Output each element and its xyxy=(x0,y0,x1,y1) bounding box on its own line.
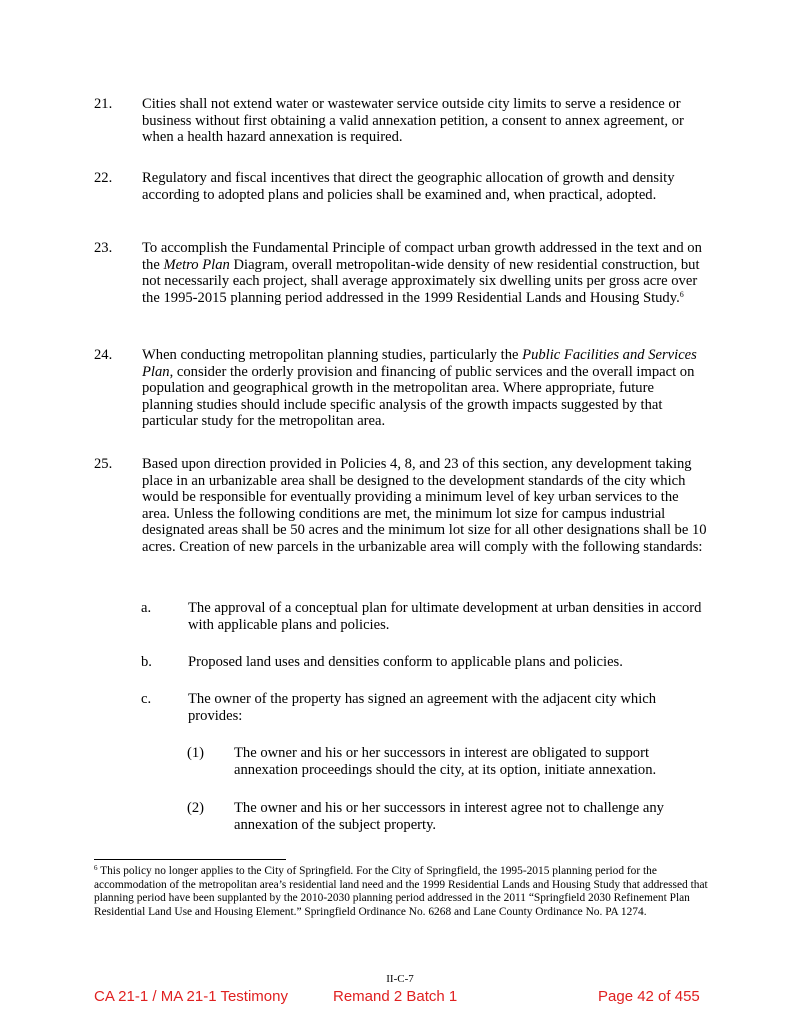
subitem-a xyxy=(141,600,708,633)
policy-number: 22. xyxy=(94,170,113,186)
policy-number: 24. xyxy=(94,347,113,363)
footnote-text: This policy no longer applies to the City of Springfield. For the City of Springfield, the 1995-2015 planning period for the accommodation of the metropolitan area’s residential land need and the 1999 Residential Lands and Housing Study that addressed that planning period have been supplanted by the 2010-2030 planning period addressed in the 2011 “Springfield 2030 Refinement Plan Residential Land Use and Housing Element.” Springfield Ordinance No. 6268 and Lane County Ordinance No. PA 1274. xyxy=(94,865,708,918)
subitem-label: a. xyxy=(141,600,152,616)
policy-text: Based upon direction provided in Policies 4, 8, and 23 of this section, any development taking place in an urbanizable area shall be designed to the development standards of the city which would be responsible for eventually providing a minimum level of key urban services to the area. Unless the following conditions are met, the minimum lot size for campus industrial designated areas shall be 50 acres and the minimum lot size for all other designations shall be 10 acres. Creation of new parcels in the urbanizable area will comply with the following standards: xyxy=(142,456,707,555)
subitem-text: Proposed land uses and densities conform to applicable plans and policies. xyxy=(188,654,623,670)
subsubitem-label: (2) xyxy=(187,800,205,816)
footnote xyxy=(94,865,708,919)
policy-21 xyxy=(94,96,708,146)
public-facilities-plan-title: Public Facilities and Services Plan xyxy=(142,347,697,380)
policy-text xyxy=(142,240,708,306)
subsubitem-text: The owner and his or her successors in interest agree not to challenge any annexation of the subject property. xyxy=(234,800,664,833)
policy-text: Cities shall not extend water or wastewater service outside city limits to serve a residence or business without first obtaining a valid annexation petition, a consent to annex agreement, or when a health hazard annexation is required. xyxy=(142,96,684,146)
subitem-label: c. xyxy=(141,691,152,707)
footnote-separator xyxy=(94,859,286,860)
stamp-batch: Remand 2 Batch 1 xyxy=(333,988,458,1005)
subitem-text: The owner of the property has signed an agreement with the adjacent city which provides: xyxy=(188,691,657,724)
policy-number: 23. xyxy=(94,240,113,256)
policy-number: 25. xyxy=(94,456,113,472)
subsubitem-2 xyxy=(187,800,708,833)
policy-text-part: Diagram, overall metropolitan-wide density of new residential construction, but not necessarily each project, shall average approximately six dwelling units per gross acre over the 1995-2015 planning period addressed in the 1999 Residential Lands and Housing Study. xyxy=(142,256,700,306)
policy-text: Regulatory and fiscal incentives that direct the geographic allocation of growth and density according to adopted plans and policies shall be examined and, when practical, adopted. xyxy=(142,170,675,203)
stamp-page-count: Page 42 of 455 xyxy=(598,988,700,1005)
footnote-marker: 6 xyxy=(94,864,98,872)
page-number: II-C-7 xyxy=(386,973,414,985)
policy-text-part: , consider the orderly provision and financing of public services and the overall impact on population and geographical growth in the metropolitan area. Where appropriate, future planning studies should include specific analysis of the growth impacts suggested by that particular study for the metropolitan area. xyxy=(142,363,695,430)
subitem-text: The approval of a conceptual plan for ultimate development at urban densities in accord with applicable plans and policies. xyxy=(188,600,702,633)
policy-23 xyxy=(94,240,708,306)
metro-plan-title: Metro Plan xyxy=(163,256,230,273)
subitem-b xyxy=(141,654,708,671)
policy-text xyxy=(142,347,708,430)
stamp-testimony-id: CA 21-1 / MA 21-1 Testimony xyxy=(94,988,288,1005)
subsubitem-1 xyxy=(187,745,708,778)
policy-24 xyxy=(94,347,708,430)
policy-text-part: To accomplish the Fundamental Principle of compact urban growth addressed in the text and on the xyxy=(142,240,702,273)
footnote-reference[interactable]: 6 xyxy=(679,289,684,299)
policy-text-part: When conducting metropolitan planning studies, particularly the xyxy=(142,347,523,363)
subitem-label: b. xyxy=(141,654,152,670)
subsubitem-label: (1) xyxy=(187,745,205,761)
policy-22 xyxy=(94,170,708,203)
subsubitem-text: The owner and his or her successors in interest are obligated to support annexation proceedings should the city, at its option, initiate annexation. xyxy=(234,745,657,778)
policy-25 xyxy=(94,456,708,556)
policy-number: 21. xyxy=(94,96,113,112)
subitem-c xyxy=(141,691,708,724)
